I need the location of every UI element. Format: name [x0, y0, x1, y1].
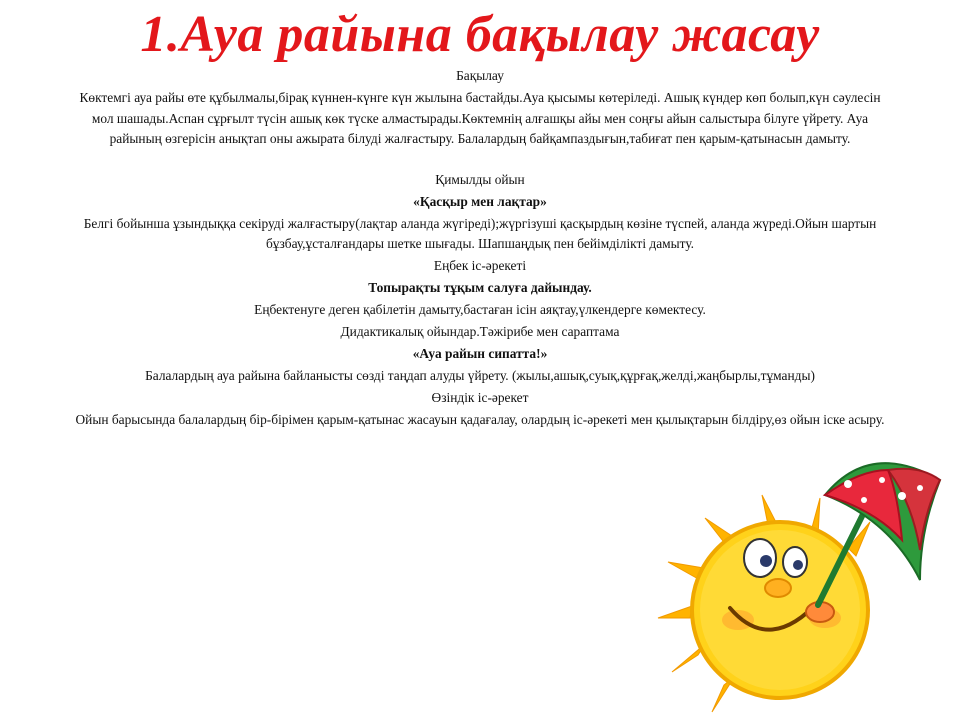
didactic-heading: Дидактикалық ойындар.Тәжірибе мен сараптама	[340, 324, 620, 339]
spacer	[70, 150, 890, 170]
game-title: «Қасқыр мен лақтар»	[413, 193, 547, 209]
didactic-text: Балалардың ауа райына байланысты сөзді таңдап алуды үйрету. (жылы,ашық,суық,құрғақ,желді,жаңбырлы,тұманды)	[145, 368, 815, 383]
labor-title: Топырақты тұқым салуға дайындау.	[368, 280, 592, 295]
independent-heading: Өзіндік іс-әрекет	[431, 390, 529, 405]
sun-with-umbrella-icon	[620, 440, 960, 720]
lesson-content	[70, 66, 890, 432]
labor-heading: Еңбек іс-әрекеті	[433, 258, 527, 273]
labor-text: Еңбектенуге деген қабілетін дамыту,бастаған ісін аяқтау,үлкендерге көмектесу.	[254, 302, 706, 317]
didactic-title: «Ауа райын сипатта!»	[412, 346, 548, 361]
observation-heading: Бақылау	[456, 68, 504, 83]
game-text: Белгі бойынша ұзындыққа секіруді жалғастыру(лақтар аланда жүгіреді);жүргізуші қасқырдың көзіне түспей, аланда жүреді.Ойын шартын бұзбау,ұсталғандары шетке шығады. Шапшаңдық пен бейімділікті дамыту.	[83, 215, 877, 251]
independent-text: Ойын барысында балалардың бір-бірімен қарым-қатынас жасауын қадағалау, олардың іс-әрекеті мен қылықтарын білдіру,өз ойын іске асыру.	[75, 412, 885, 427]
game-heading: Қимылды ойын	[435, 171, 525, 187]
page-title: 1.Ауа райына бақылау жасау	[140, 6, 820, 63]
observation-text: Көктемгі ауа райы өте құбылмалы,бірақ күннен-күнге күн жылына бастайды.Ауа қысымы көтеріледі. Ашық күндер көп болып,күн сәулесін мол шашады.Аспан сұрғылт түсін ашық көк түске алмастырады.Көктемнің алғашқы айы мен соңғы айын салыстыра білуге үйрету. Ауа райының өзгерісін анықтап оны ажырата білуді жалғастыру. Балалардың байқампаздығын,табиғат пен қарым-қатынасын дамыту.	[79, 90, 881, 146]
